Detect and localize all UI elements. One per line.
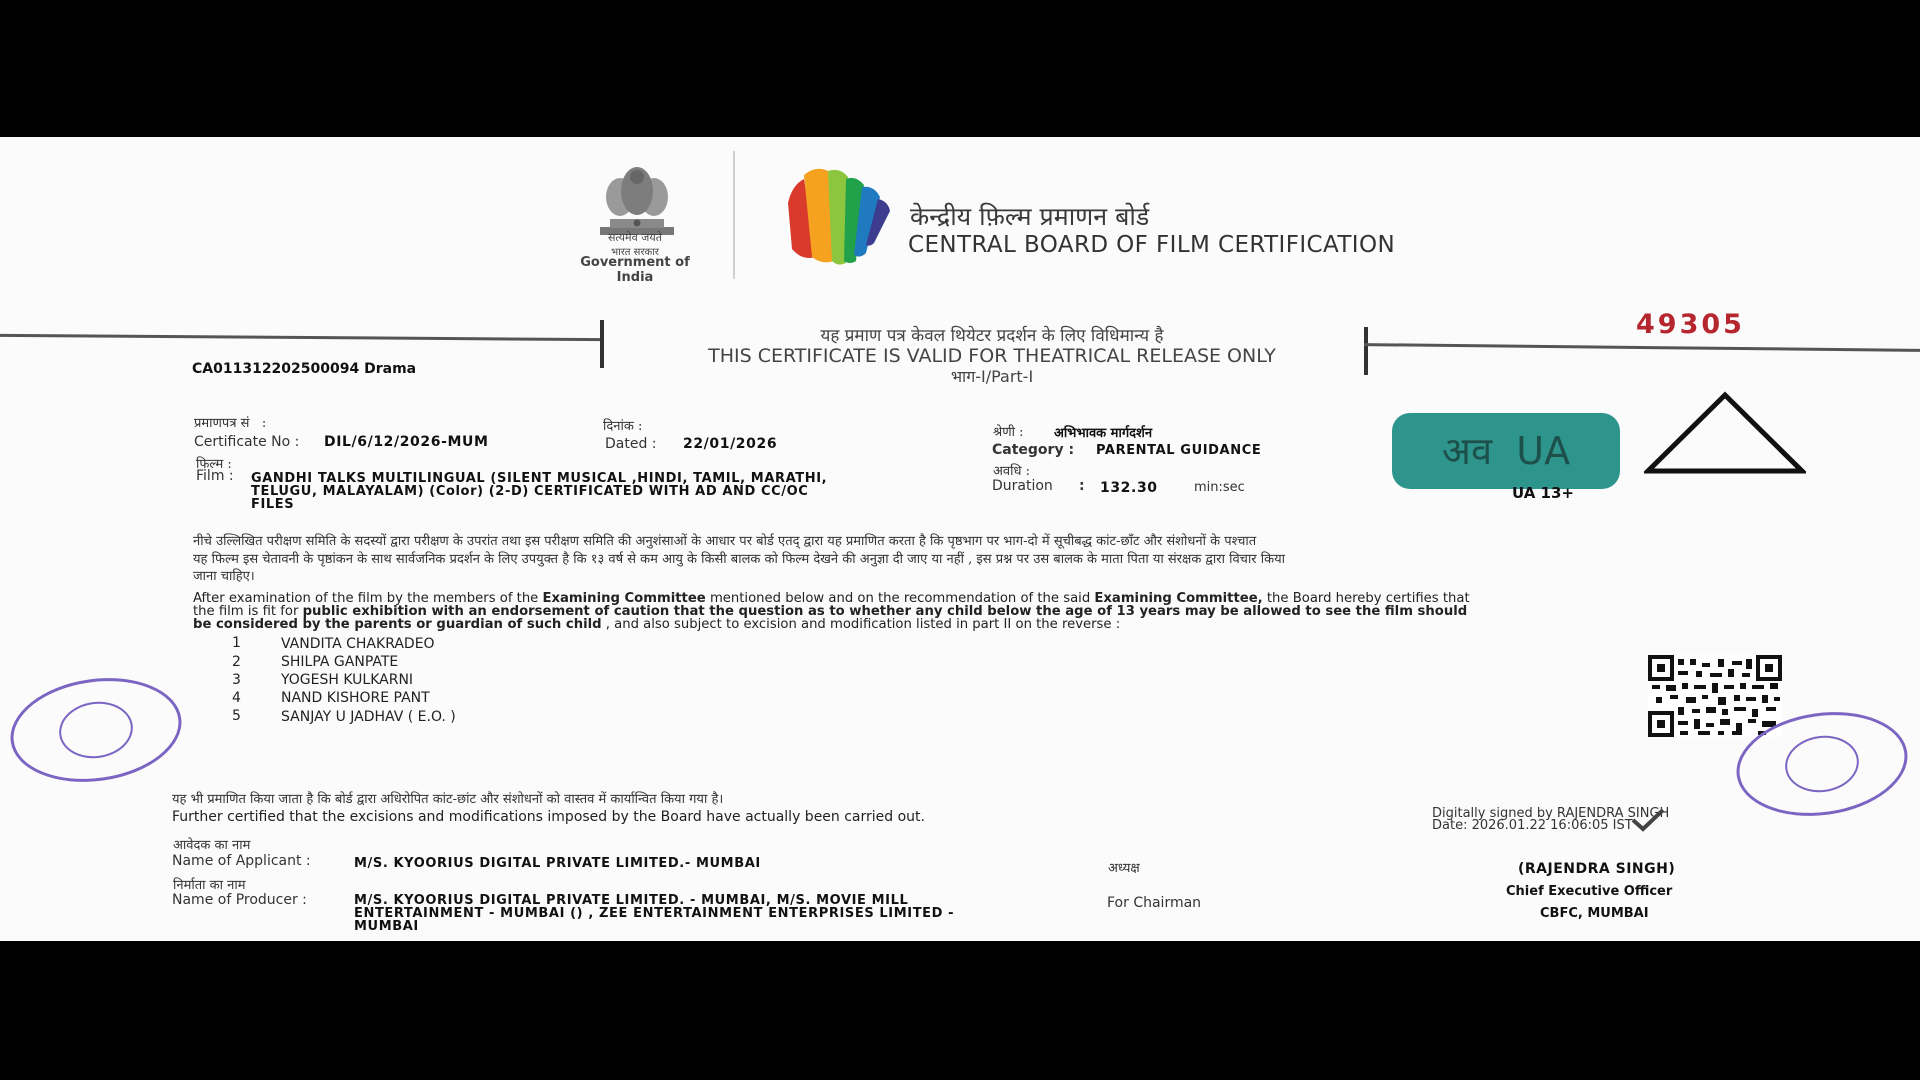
validity-tick-left (600, 320, 604, 368)
signature-check-icon (1630, 807, 1666, 833)
hindi-paragraph-line-2: यह फिल्म इस चेतावनी के पृष्ठांकन के साथ सार्वजनिक प्रदर्शन के लिए उपयुक्त है कि १३ वर्ष से कम आयु के किसी बालक को फिल्म देखने की अनुज्ञा दी जाए या नहीं , इस प्रश्न पर उस बालक के माता पिता या संरक्षक द्वारा विचार किया (193, 552, 1286, 567)
validity-rule-left (0, 334, 603, 341)
validity-rule-right (1364, 343, 1920, 352)
for-chairman: For Chairman (1107, 895, 1202, 911)
duration-hindi: अवधि : (993, 464, 1031, 479)
committee-member: SANJAY U JADHAV ( E.O. ) (281, 709, 456, 725)
validity-part: भाग-I/Part-I (950, 367, 1034, 386)
rating-badge-hindi: अव (1441, 429, 1493, 473)
rating-badge-english: UA (1516, 429, 1571, 473)
duration-label: Duration (992, 478, 1053, 494)
signatory-office: CBFC, MUMBAI (1540, 906, 1649, 921)
film-hindi: फिल्म : (196, 457, 232, 472)
committee-member: VANDITA CHAKRADEO (281, 636, 435, 652)
committee-member: SHILPA GANPATE (281, 654, 399, 670)
committee-member: NAND KISHORE PANT (281, 690, 430, 706)
board-title-english: CENTRAL BOARD OF FILM CERTIFICATION (908, 232, 1396, 258)
chairman-hindi: अध्यक्ष (1108, 861, 1140, 876)
film-title-line-2: TELUGU, MALAYALAM) (Color) (2-D) CERTIFICATED WITH AD AND CC/OC (251, 484, 809, 499)
applicant-value: M/S. KYOORIUS DIGITAL PRIVATE LIMITED.- MUMBAI (354, 856, 761, 871)
dated-label: Dated : (605, 436, 657, 452)
committee-number: 5 (232, 708, 241, 724)
cbfc-logo-icon (782, 161, 894, 269)
category-hindi: श्रेणी : (993, 425, 1024, 440)
dated-value: 22/01/2026 (683, 436, 778, 452)
producer-line-2: ENTERTAINMENT - MUMBAI () , ZEE ENTERTAINMENT ENTERPRISES LIMITED - (354, 906, 955, 921)
dated-hindi: दिनांक : (603, 419, 643, 434)
producer-hindi: निर्माता का नाम (173, 878, 246, 893)
cert-no-hindi: प्रमाणपत्र सं : (194, 416, 267, 431)
category-label: Category : (992, 442, 1075, 458)
producer-label: Name of Producer : (172, 892, 307, 908)
film-title-line-3: FILES (251, 497, 295, 512)
english-paragraph-line-3: be considered by the parents or guardian of such child , and also subject to excision and modification listed in part II on the reverse : (193, 617, 1121, 632)
reference-code: CA011312202500094 Drama (192, 361, 417, 377)
duration-value: 132.30 (1100, 480, 1158, 496)
duration-unit: min:sec (1194, 480, 1245, 495)
digital-signature-line-2: Date: 2026.01.22 16:06:05 IST (1432, 818, 1633, 833)
category-hindi-value: अभिभावक मार्गदर्शन (1054, 426, 1153, 441)
hindi-paragraph-line-3: जाना चाहिए। (193, 569, 255, 584)
certificate-document (0, 137, 1920, 941)
rating-sub-label: UA 13+ (1512, 484, 1574, 502)
cert-no-label: Certificate No : (194, 434, 300, 450)
header-divider (733, 151, 735, 279)
board-title-hindi: केन्द्रीय फ़िल्म प्रमाणन बोर्ड (910, 202, 1150, 231)
committee-number: 1 (232, 635, 241, 651)
producer-line-1: M/S. KYOORIUS DIGITAL PRIVATE LIMITED. - MUMBAI, M/S. MOVIE MILL (354, 893, 909, 908)
signatory-name: (RAJENDRA SINGH) (1518, 861, 1676, 877)
film-label: Film : (196, 468, 234, 484)
validity-text-hindi: यह प्रमाण पत्र केवल थियेटर प्रदर्शन के लिए विधिमान्य है (820, 326, 1164, 346)
emblem-motto: सत्यमेव जयते (607, 231, 662, 244)
english-paragraph-line-2: the film is fit for public exhibition with an endorsement of caution that the question as to whether any child below the age of 13 years may be allowed to see the film should (193, 604, 1468, 619)
cbfc-seal-left-icon (4, 668, 189, 793)
warning-triangle-icon (1644, 391, 1806, 475)
gov-english: Government of India (580, 255, 690, 285)
gov-hindi: भारत सरकार (611, 247, 659, 258)
film-title-line-1: GANDHI TALKS MULTILINGUAL (SILENT MUSICAL ,HINDI, TAMIL, MARATHI, (251, 471, 828, 486)
signatory-title: Chief Executive Officer (1506, 884, 1673, 899)
category-value: PARENTAL GUIDANCE (1096, 443, 1262, 458)
cert-no-value: DIL/6/12/2026-MUM (324, 434, 489, 450)
committee-number: 2 (232, 654, 241, 670)
qr-code-icon (1648, 655, 1782, 737)
duration-colon: : (1079, 478, 1085, 494)
serial-number: 49305 (1636, 309, 1745, 340)
applicant-hindi: आवेदक का नाम (173, 838, 251, 853)
committee-member: YOGESH KULKARNI (281, 672, 414, 688)
further-certified-hindi: यह भी प्रमाणित किया जाता है कि बोर्ड द्वारा अधिरोपित कांट-छांट और संशोधनों को वास्तव में कार्यान्वित किया गया है। (172, 792, 724, 807)
rating-badge (1392, 413, 1620, 489)
hindi-paragraph-line-1: नीचे उल्लिखित परीक्षण समिति के सदस्यों द्वारा परीक्षण के उपरांत तथा इस परीक्षण समिति की अनुशंसाओं के आधार पर बोर्ड एतद् द्वारा यह प्रमाणित करता है कि पृष्ठभाग पर भाग-दो में सूचीबद्ध कांट-छाँट और संशोधनों के पश्चात (193, 534, 1257, 549)
committee-number: 3 (232, 672, 241, 688)
validity-text-english: THIS CERTIFICATE IS VALID FOR THEATRICAL RELEASE ONLY (708, 345, 1276, 367)
english-paragraph-line-1: After examination of the film by the members of the Examining Committee mentioned below and on the recommendation of the said Examining Committee, the Board hereby certifies that (193, 591, 1470, 606)
applicant-label: Name of Applicant : (172, 853, 311, 869)
committee-number: 4 (232, 690, 241, 706)
further-certified-english: Further certified that the excisions and modifications imposed by the Board have actually been carried out. (172, 809, 925, 825)
producer-line-3: MUMBAI (354, 919, 419, 934)
digital-signature-line-1: Digitally signed by RAJENDRA SINGH (1432, 806, 1670, 821)
